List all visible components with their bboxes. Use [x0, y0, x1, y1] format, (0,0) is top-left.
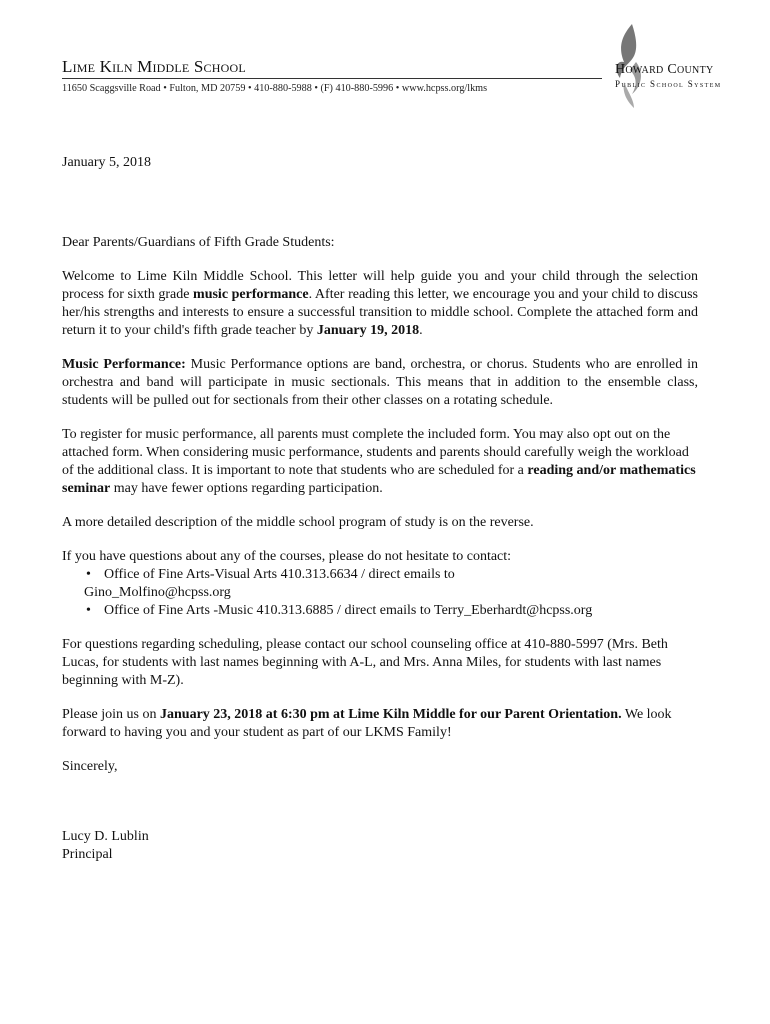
letterhead: [62, 52, 752, 122]
letter-date: January 5, 2018: [62, 155, 152, 170]
bold-text: reading and/or mathematics seminar: [62, 463, 696, 496]
due-date: January 19, 2018: [316, 323, 420, 338]
school-contact-line: 11650 Scaggsville Road • Fulton, MD 20759 • 410-880-5988 • (F) 410-880-5996 • www.hcpss.org/lkms: [62, 83, 488, 94]
paragraph-welcome: [62, 268, 698, 340]
text-run: To register for music performance, all parents must complete the included form. You may also opt out on the attached form. When considering music performance, students and parents should carefully weigh the workload of the additional class. It is important to note that students who are scheduled for a: [62, 427, 689, 478]
text-run: Welcome to Lime Kiln Middle School. This letter will help guide you and your child through the selection process for sixth grade: [62, 269, 698, 302]
district-subtitle: Public School System: [615, 79, 722, 89]
text-run: We look forward to having you and your student as part of our LKMS Family!: [62, 707, 672, 740]
signer-title: Principal: [62, 847, 113, 862]
school-name: Lime Kiln Middle School: [62, 57, 246, 76]
paragraph-scheduling: For questions regarding scheduling, please contact our school counseling office at 410-880-5997 (Mrs. Beth Lucas, for students with last names beginning with A-L, and Mrs. Anna Miles, for students with last names beginning with M-Z).: [62, 637, 668, 688]
text-run: Please join us on: [62, 707, 160, 722]
paragraph-contacts-intro: If you have questions about any of the courses, please do not hesitate to contact:: [62, 549, 512, 564]
contact-text: Office of Fine Arts-Visual Arts 410.313.6634 / direct emails to: [104, 567, 455, 582]
bold-text: music performance: [193, 287, 309, 302]
header-divider: [62, 78, 602, 79]
bold-text: January 23, 2018 at 6:30 pm at Lime Kiln Middle for our Parent Orientation.: [160, 707, 622, 722]
district-name: Howard County: [615, 62, 714, 77]
text-run: Music Performance options are band, orchestra, or chorus. Students who are enrolled in orchestra and band will participate in music sectionals. This means that in addition to the ensemble class, students will be pulled out for sectionals from their other classes on a rotating schedule.: [62, 357, 698, 408]
list-item: [62, 566, 698, 602]
contact-list: [62, 566, 698, 620]
letter-body: [62, 154, 698, 864]
district-logo: [610, 22, 760, 112]
text-run: . After reading this letter, we encourage you and your child to discuss her/his strengths and interests to ensure a successful transition to middle school. Complete the attached form and return it to your child's fifth grade teacher by: [62, 287, 698, 338]
section-label: Music Performance:: [62, 357, 186, 372]
text-run: may have fewer options regarding participation.: [110, 481, 383, 496]
closing: Sincerely,: [62, 759, 118, 774]
signer-name: Lucy D. Lublin: [62, 829, 149, 844]
text-run: .: [419, 323, 423, 338]
greeting: Dear Parents/Guardians of Fifth Grade Students:: [62, 235, 335, 250]
list-item: [62, 602, 698, 620]
paragraph-orientation: [62, 706, 698, 742]
paragraph-music-performance: [62, 356, 698, 410]
contact-email: Gino_Molfino@hcpss.org: [84, 585, 231, 600]
contact-text: Office of Fine Arts -Music 410.313.6885 / direct emails to Terry_Eberhardt@hcpss.org: [104, 603, 593, 618]
paragraph-reverse-note: A more detailed description of the middle school program of study is on the reverse.: [62, 515, 534, 530]
paragraph-registration: [62, 426, 698, 498]
